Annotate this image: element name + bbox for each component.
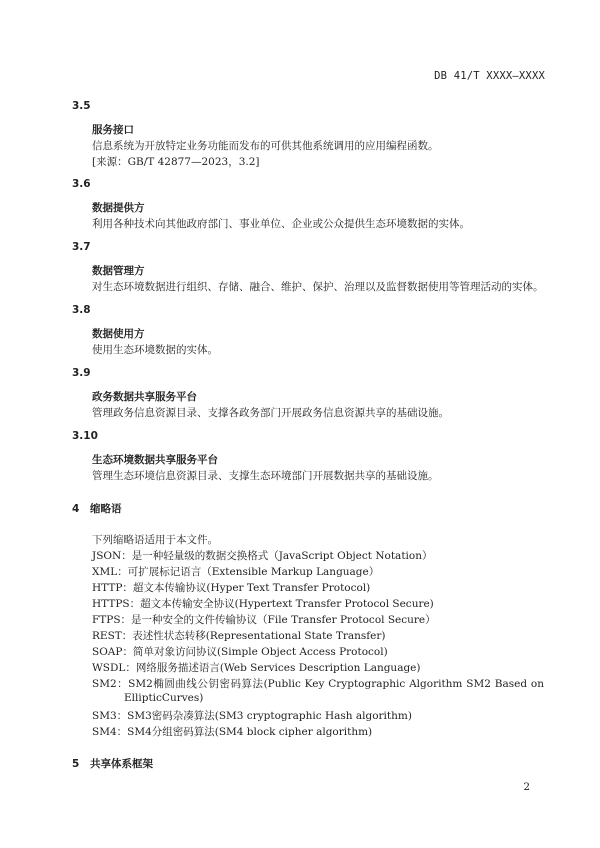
- chapter-heading: [72, 756, 153, 771]
- term-title: 服务接口: [92, 124, 134, 136]
- abbreviation-item: REST：表述性状态转移(Representational State Transfer): [92, 630, 386, 642]
- term-definition: 对生态环境数据进行组织、存储、融合、维护、保护、治理以及监督数据使用等管理活动的实体。: [92, 281, 544, 293]
- term-definition: 利用各种技术向其他政府部门、事业单位、企业或公众提供生态环境数据的实体。: [92, 218, 470, 230]
- term-number: 3.5: [72, 100, 91, 112]
- abbreviation-item: SM4：SM4分组密码算法(SM4 block cipher algorithm): [92, 726, 373, 738]
- chapter-number: 4: [72, 503, 80, 515]
- term-definition: 管理政务信息资源目录、支撑各政务部门开展政务信息资源共享的基础设施。: [92, 407, 449, 419]
- abbreviation-item: SM2：SM2椭圆曲线公钥密码算法(Public Key Cryptographic Algorithm SM2 Based on: [92, 678, 544, 690]
- page-number: 2: [523, 781, 530, 793]
- chapter-title: 缩略语: [90, 503, 122, 515]
- abbreviation-item: WSDL：网络服务描述语言(Web Services Description Language): [92, 662, 421, 674]
- term-number: 3.9: [72, 367, 91, 379]
- term-title: 政务数据共享服务平台: [92, 391, 197, 403]
- abbreviation-item: SOAP：简单对象访问协议(Simple Object Access Protocol): [92, 646, 388, 658]
- term-definition: 信息系统为开放特定业务功能而发布的可供其他系统调用的应用编程函数。: [92, 140, 439, 152]
- chapter-heading: [72, 501, 122, 516]
- term-title: 数据提供方: [92, 202, 145, 214]
- term-number: 3.8: [72, 304, 91, 316]
- term-title: 数据管理方: [92, 265, 145, 277]
- term-number: 3.6: [72, 178, 91, 190]
- term-number: 3.10: [72, 430, 98, 442]
- abbreviation-item: XML：可扩展标记语言（Extensible Markup Language）: [92, 566, 380, 578]
- term-number: 3.7: [72, 241, 91, 253]
- standard-code: DB 41/T XXXX—XXXX: [434, 70, 545, 82]
- term-title: 生态环境数据共享服务平台: [92, 454, 218, 466]
- abbreviation-item-continuation: EllipticCurves): [124, 692, 204, 704]
- chapter-intro: 下列缩略语适用于本文件。: [92, 534, 218, 546]
- abbreviation-item: JSON：是一种轻量级的数据交换格式（JavaScript Object Notation）: [92, 550, 433, 562]
- term-definition: 管理生态环境信息资源目录、支撑生态环境部门开展数据共享的基础设施。: [92, 470, 439, 482]
- abbreviation-item: HTTP：超文本传输协议(Hyper Text Transfer Protocol): [92, 582, 371, 594]
- abbreviation-item: FTPS：是一种安全的文件传输协议（File Transfer Protocol Secure）: [92, 614, 436, 626]
- abbreviation-item: HTTPS：超文本传输安全协议(Hypertext Transfer Protocol Secure): [92, 598, 434, 610]
- term-definition: 使用生态环境数据的实体。: [92, 344, 218, 356]
- term-source: [来源：GB/T 42877—2023，3.2]: [92, 156, 260, 168]
- chapter-title: 共享体系框架: [90, 758, 153, 770]
- abbreviation-item: SM3：SM3密码杂凑算法(SM3 cryptographic Hash algorithm): [92, 710, 412, 722]
- chapter-number: 5: [72, 758, 80, 770]
- term-title: 数据使用方: [92, 328, 145, 340]
